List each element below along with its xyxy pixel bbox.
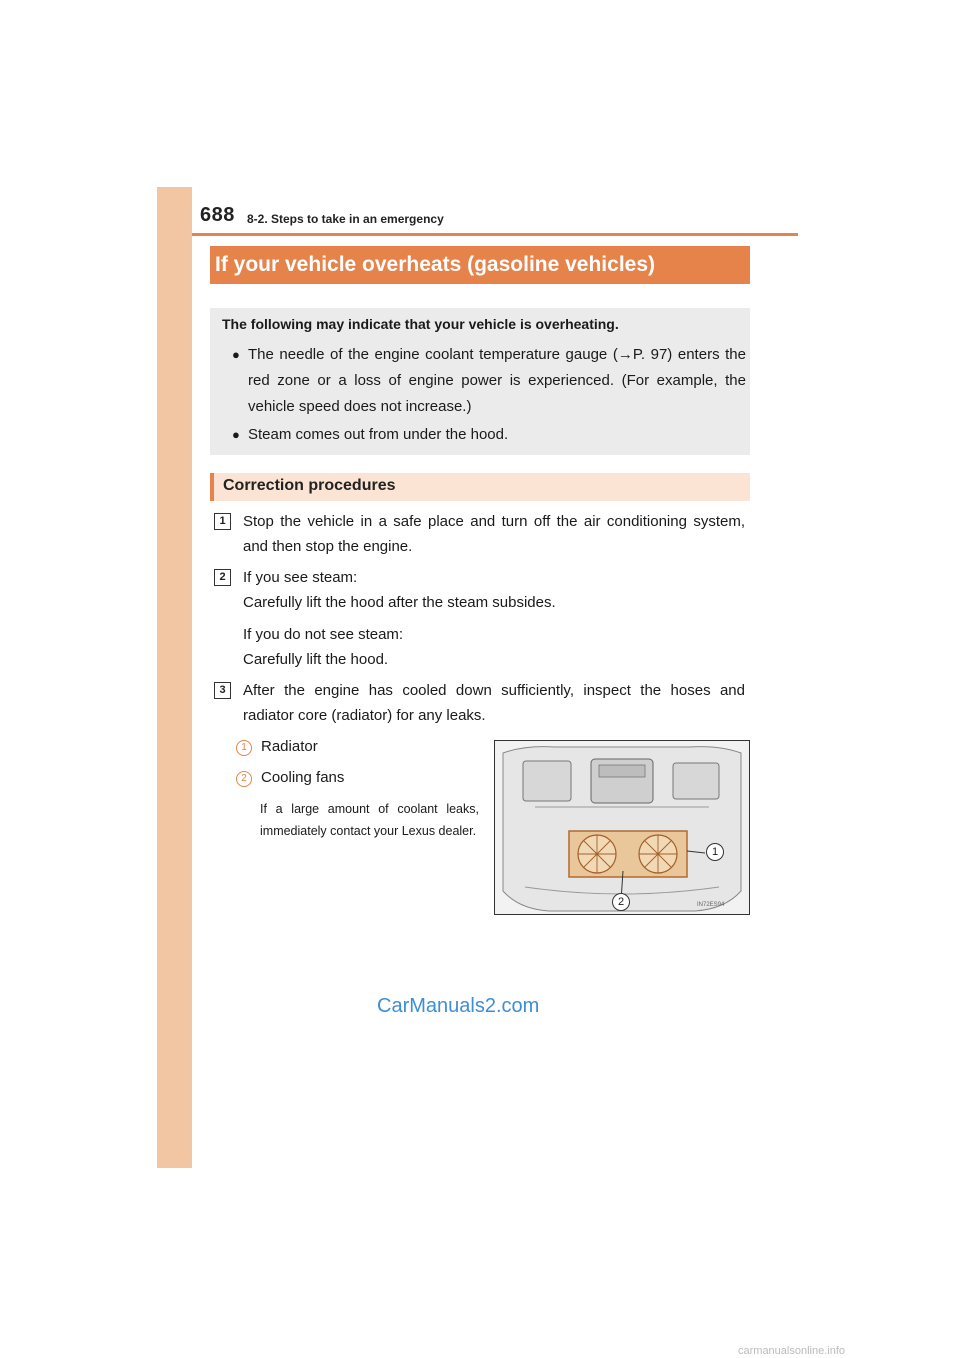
page-side-tab [157, 187, 192, 1168]
header-divider [192, 233, 798, 236]
callout-marker-2: 2 [236, 771, 252, 787]
step-2-line-4: Carefully lift the hood. [243, 651, 389, 668]
step-2-line-3: If you do not see steam: [243, 626, 404, 643]
illustration-callout-2: 2 [612, 893, 630, 911]
section-breadcrumb: 8-2. Steps to take in an emergency [247, 212, 444, 226]
illustration-code: IN72ES94 [697, 902, 725, 908]
correction-procedures-heading [210, 473, 750, 501]
footer-watermark: carmanualsonline.info [738, 1345, 846, 1357]
symptom-text: The needle of the engine coolant temperature gauge (→P. 97) enters the red zone or a loss of engine power is experienced. (For example, the vehicle speed does not increase.) [248, 346, 746, 415]
overheat-symptoms-box [210, 308, 750, 455]
legend-cooling-fans: Cooling fans [261, 769, 345, 786]
page-title: If your vehicle overheats (gasoline vehicles) [210, 246, 750, 284]
coolant-leak-note: If a large amount of coolant leaks, immediately contact your Lexus dealer. [260, 802, 479, 838]
step-1-text: Stop the vehicle in a safe place and turn off the air conditioning system, and then stop the engine. [243, 513, 745, 555]
symptom-text: Steam comes out from under the hood. [248, 426, 509, 443]
step-2-line-1: If you see steam: [243, 569, 358, 586]
subheading-label: Correction procedures [223, 477, 396, 494]
callout-marker-1: 1 [236, 740, 252, 756]
step-2-line-2: Carefully lift the hood after the steam subsides. [243, 594, 556, 611]
bullet-icon: ● [232, 427, 240, 442]
step-number-1: 1 [214, 513, 231, 530]
step-number-3: 3 [214, 682, 231, 699]
engine-bay-illustration [494, 740, 750, 915]
bullet-icon: ● [232, 347, 240, 362]
engine-bay-drawing [495, 741, 749, 914]
step-number-2: 2 [214, 569, 231, 586]
symptoms-intro: The following may indicate that your vehicle is overheating. [222, 316, 619, 332]
carmanuals2-watermark-link[interactable]: CarManuals2.com [377, 995, 540, 1017]
page-number: 688 [200, 204, 235, 226]
step-3-text: After the engine has cooled down sufficiently, inspect the hoses and radiator core (radiator) for any leaks. [243, 682, 745, 724]
legend-radiator: Radiator [261, 738, 318, 755]
illustration-callout-1: 1 [706, 843, 724, 861]
